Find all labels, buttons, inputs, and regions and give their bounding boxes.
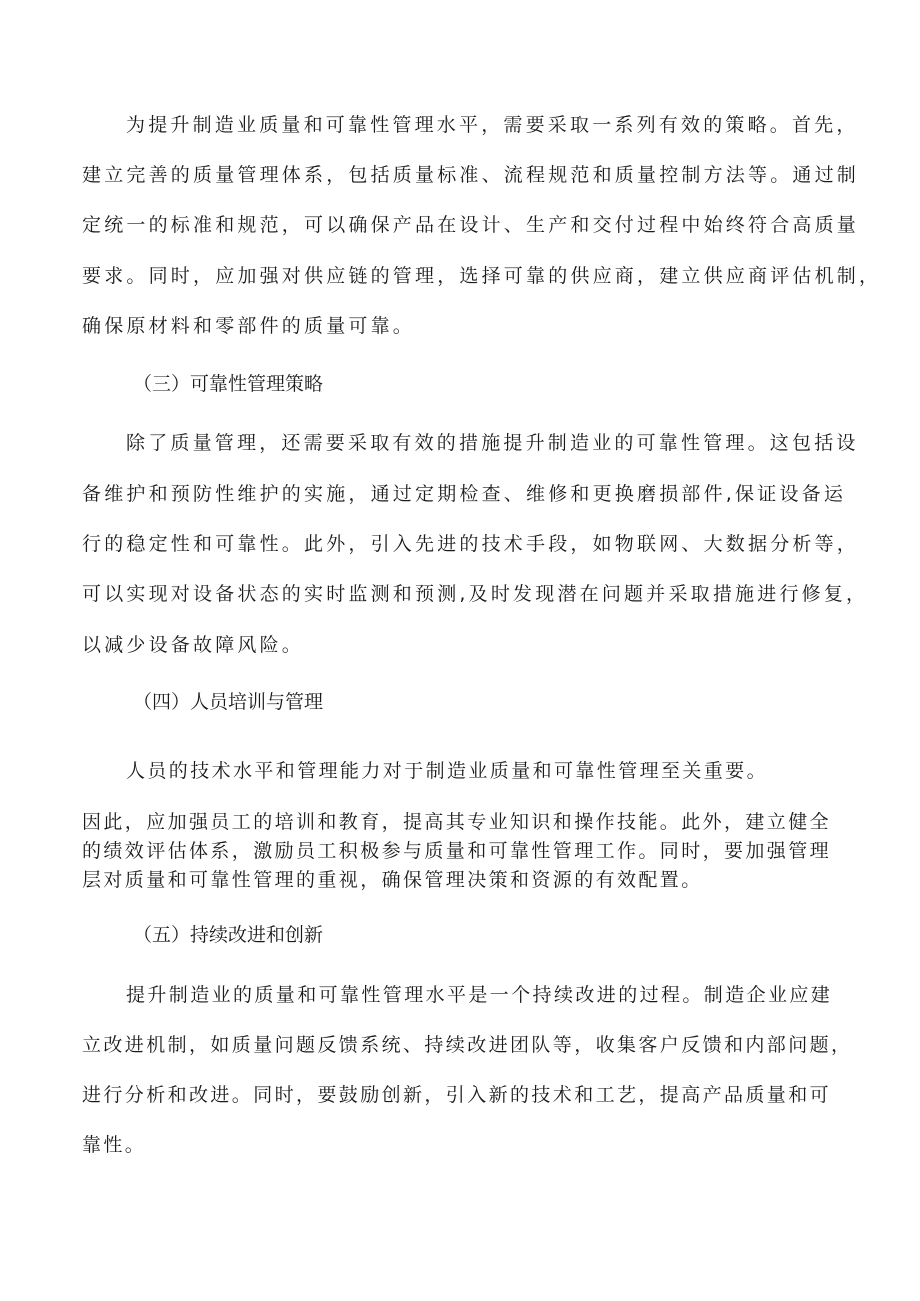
- paragraph-2-line-5: 以减少设备故障风险。: [82, 634, 305, 656]
- paragraph-4-line-1: 提升制造业的质量和可靠性管理水平是一个持续改进的过程。制造企业应建: [126, 984, 833, 1006]
- paragraph-4-line-3: 进行分析和改进。同时，要鼓励创新，引入新的技术和工艺，提高产品质量和可: [82, 1084, 832, 1106]
- paragraph-1-line-4: 要求。同时，应加强对供应链的管理，选择可靠的供应商，建立供应商评估机制，: [82, 265, 882, 287]
- paragraph-4-line-2: 立改进机制，如质量问题反馈系统、持续改进团队等，收集客户反馈和内部问题，: [82, 1034, 853, 1056]
- section-heading-5: （五）持续改进和创新: [133, 924, 324, 946]
- paragraph-3-line-3: 的绩效评估体系，激励员工积极参与质量和可靠性管理工作。同时，要加强管理: [82, 840, 832, 862]
- section-heading-3: （三）可靠性管理策略: [133, 373, 324, 395]
- paragraph-3-line-1: 人员的技术水平和管理能力对于制造业质量和可靠性管理至关重要。: [126, 760, 769, 782]
- section-heading-4: （四）人员培训与管理: [133, 691, 324, 713]
- paragraph-1-line-3: 定统一的标准和规范，可以确保产品在设计、生产和交付过程中始终符合高质量: [82, 214, 860, 236]
- paragraph-2-line-3: 行的稳定性和可靠性。此外，引入先进的技术手段，如物联网、大数据分析等，: [82, 533, 860, 555]
- paragraph-3-line-4: 层对质量和可靠性管理的重视，确保管理决策和资源的有效配置。: [82, 869, 703, 891]
- paragraph-1-line-5: 确保原材料和零部件的质量可靠。: [82, 315, 416, 337]
- paragraph-2-line-1: 除了质量管理，还需要采取有效的措施提升制造业的可靠性管理。这包括设: [126, 432, 859, 454]
- paragraph-3-line-2: 因此，应加强员工的培训和教育，提高其专业知识和操作技能。此外，建立健全: [82, 811, 832, 833]
- paragraph-2-line-2: 备维护和预防性维护的实施，通过定期检查、维修和更换磨损部件,保证设备运: [82, 483, 847, 505]
- paragraph-1-line-2: 建立完善的质量管理体系，包括质量标准、流程规范和质量控制方法等。通过制: [82, 164, 860, 186]
- paragraph-1-line-1: 为提升制造业质量和可靠性管理水平，需要采取一系列有效的策略。首先，: [126, 114, 859, 136]
- paragraph-2-line-4: 可以实现对设备状态的实时监测和预测,及时发现潜在问题并采取措施进行修复，: [82, 583, 869, 605]
- paragraph-4-line-4: 靠性。: [82, 1134, 147, 1156]
